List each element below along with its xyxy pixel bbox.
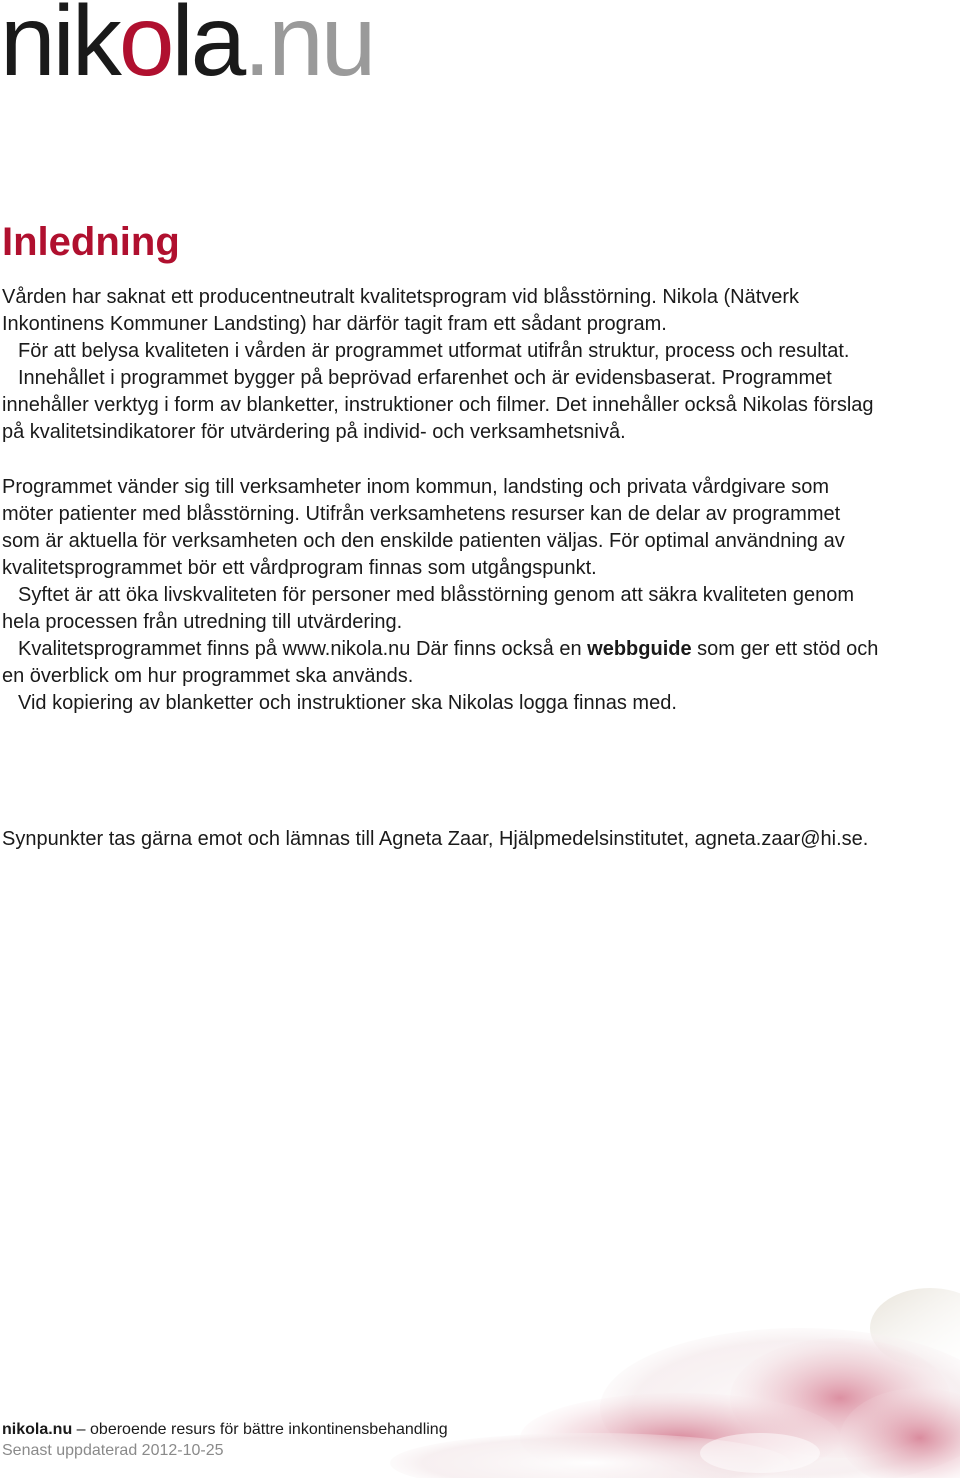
footer-brand: nikola.nu xyxy=(2,1421,73,1438)
nikola-logo xyxy=(0,0,373,96)
page-title: Inledning xyxy=(2,220,180,264)
paragraph-2: För att belysa kvaliteten i vården är programmet utformat utifrån struktur, process och resultat. xyxy=(18,340,850,363)
logo-part-o: o xyxy=(118,0,172,97)
paragraph-1: Vården har saknat ett producentneutralt kvalitetsprogram vid blåsstörning. Nikola (Nätverk Inkontinens Kommuner Landsting) har därför tagit fram ett sådant program. xyxy=(2,286,800,336)
paragraph-7: Vid kopiering av blanketter och instruktioner ska Nikolas logga finnas med. xyxy=(18,692,677,715)
paragraph-6-after: som ger ett stöd och en överblick om hur programmet ska används. xyxy=(2,638,879,688)
paragraph-5: Syftet är att öka livskvaliteten för personer med blåsstörning genom att säkra kvaliteten genom hela processen från utredning till utvärdering. xyxy=(2,583,854,634)
logo-part-nu: .nu xyxy=(243,0,374,97)
webbguide-emphasis: webbguide xyxy=(587,638,692,661)
feedback-text: Synpunkter tas gärna emot och lämnas till Agneta Zaar, Hjälpmedelsinstitutet, agneta.zaar@hi.se. xyxy=(2,828,869,850)
footer xyxy=(2,1419,448,1461)
paragraph-4: Programmet vänder sig till verksamheter inom kommun, landsting och privata vårdgivare som möter patienter med blåsstörning. Utifrån verksamhetens resurser kan de delar av programmet som är aktuella för verksamheten och den enskilde patienten väljas. För optimal användning av kvalitetsprogrammet bör ett vårdprogram finnas som utgångspunkt. xyxy=(2,475,845,579)
paragraph-6-before: Kvalitetsprogrammet finns på www.nikola.nu Där finns också en xyxy=(18,638,588,661)
footer-line-1 xyxy=(2,1419,448,1440)
paragraph-6 xyxy=(2,636,882,690)
footer-tagline: – oberoende resurs för bättre inkontinensbehandling xyxy=(72,1421,448,1438)
logo-part-la: la xyxy=(171,0,244,97)
footer-updated: Senast uppdaterad 2012-10-25 xyxy=(2,1442,224,1459)
paragraph-gap xyxy=(2,447,882,474)
logo-part-nik: nik xyxy=(0,0,119,97)
intro-body xyxy=(2,284,882,717)
paragraph-3: Innehållet i programmet bygger på beprövad erfarenhet och är evidensbaserat. Programmet innehåller verktyg i form av blanketter, instruktioner och filmer. Det innehåller också Nikolas förslag på kvalitetsindikatorer för utvärdering på individ- och verksamhetsnivå. xyxy=(2,367,874,444)
